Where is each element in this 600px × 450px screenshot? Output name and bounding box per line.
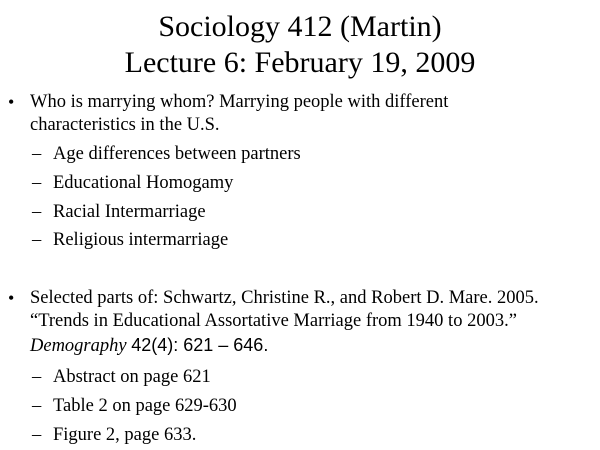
subitem-abstract: Abstract on page 621 (53, 367, 211, 387)
dash-marker: – (32, 230, 42, 250)
slide-title-line1: Sociology 412 (Martin) (158, 10, 442, 43)
dash-marker: – (32, 202, 42, 222)
bullet2-text-line1: Selected parts of: Schwartz, Christine R., and Robert D. Mare. 2005. (30, 288, 539, 308)
bullet2-text-line2: “Trends in Educational Assortative Marriage from 1940 to 2003.” (30, 311, 517, 331)
dash-marker: – (32, 396, 42, 416)
bullet2-citation-line (30, 334, 268, 357)
subitem-table-2: Table 2 on page 629-630 (53, 396, 237, 416)
subitem-racial-intermarriage: Racial Intermarriage (53, 202, 206, 222)
bullet-marker: • (8, 92, 15, 112)
bullet1-text-line2: characteristics in the U.S. (30, 115, 220, 135)
subitem-religious-intermarriage: Religious intermarriage (53, 230, 229, 250)
dash-marker: – (32, 367, 42, 387)
dash-marker: – (32, 144, 42, 164)
citation-volume-pages: 42(4): 621 – 646. (131, 335, 269, 355)
slide-title-line2: Lecture 6: February 19, 2009 (124, 46, 476, 79)
bullet1-text-line1: Who is marrying whom? Marrying people with different (30, 92, 449, 112)
journal-name: Demography (30, 336, 127, 356)
subitem-age-differences: Age differences between partners (53, 144, 301, 164)
dash-marker: – (32, 425, 42, 445)
bullet-marker: • (8, 288, 15, 308)
dash-marker: – (32, 173, 42, 193)
subitem-educational-homogamy: Educational Homogamy (53, 173, 234, 193)
subitem-figure-2: Figure 2, page 633. (53, 425, 197, 445)
